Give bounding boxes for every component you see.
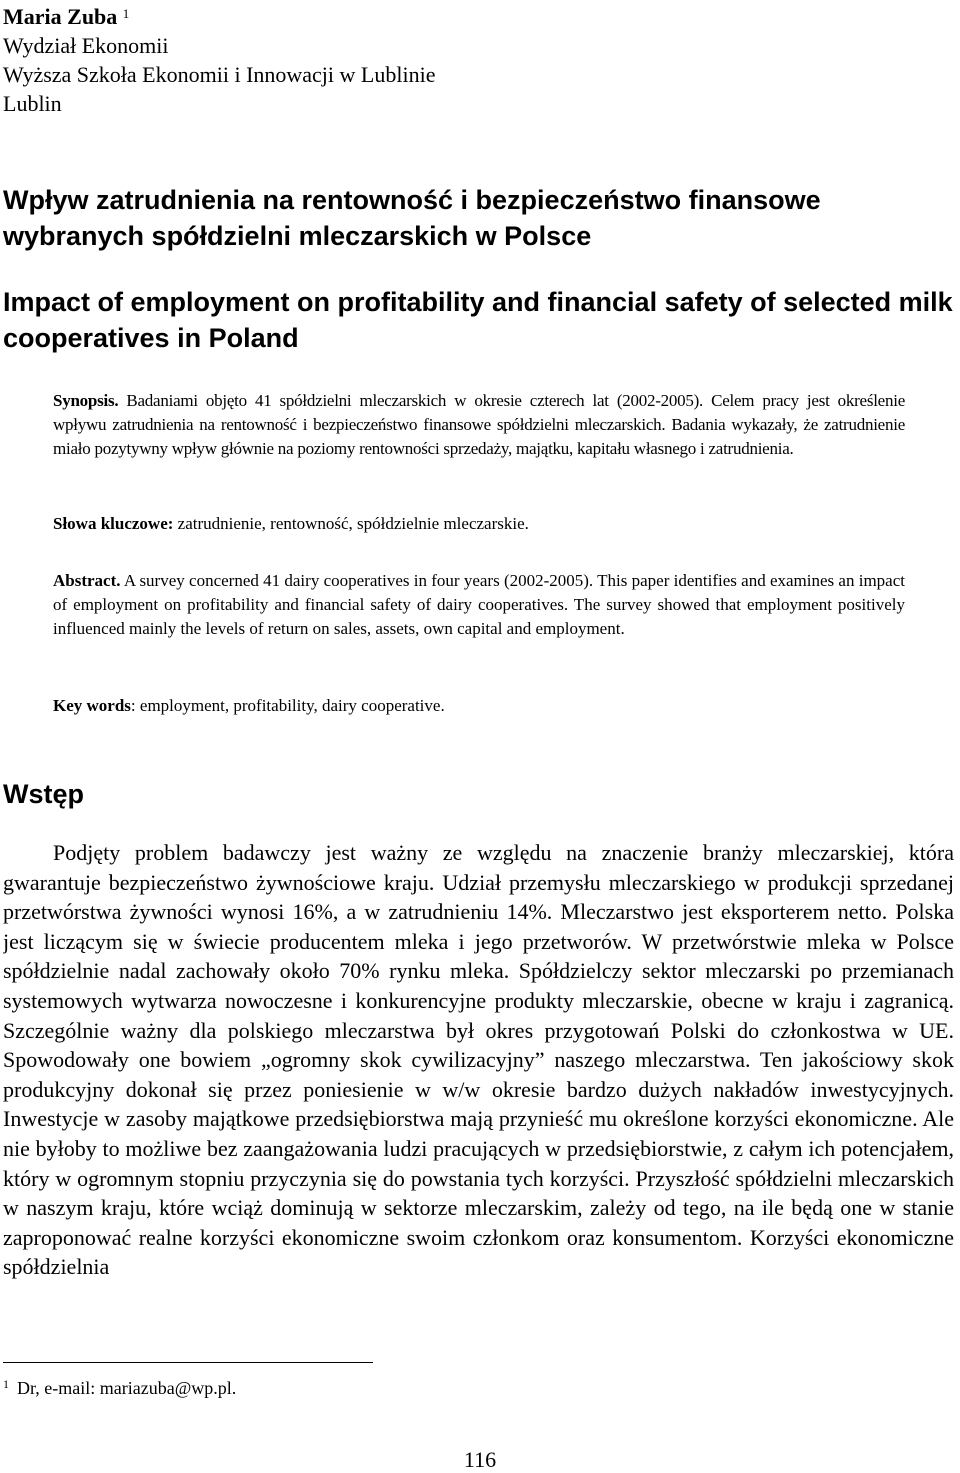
author-department: Wydział Ekonomii bbox=[3, 33, 169, 58]
author-name: Maria Zuba $^1$ bbox=[3, 4, 130, 29]
synopsis-label: Synopsis. bbox=[53, 391, 119, 410]
page-number: 116 bbox=[463, 1447, 497, 1472]
synopsis-text: Badaniami objęto 41 spółdzielni mleczarskich w okresie czterech lat (2002-2005). Celem pracy jest określenie wpływu zatrudnienia na rentowność i bezpieczeństwo finansowe spółdzielni mleczarskich. Badania wykazały, że zatrudnienie miało pozytywny wpływ głównie na poziomy rentowności sprzedaży, majątku, kapitału własnego i zatrudnienia. bbox=[53, 391, 905, 458]
keywords-english-text: : employment, profitability, dairy cooperative. bbox=[130, 696, 445, 715]
abstract-paragraph bbox=[53, 569, 905, 641]
keywords-polish bbox=[53, 512, 905, 536]
footnote-text: Dr, e-mail: mariazuba@wp.pl. bbox=[17, 1378, 237, 1398]
footnote-separator bbox=[3, 1362, 373, 1363]
keywords-english-label: Key words bbox=[53, 696, 131, 715]
synopsis-paragraph bbox=[53, 389, 905, 461]
keywords-english bbox=[53, 694, 905, 718]
footnote-mark: 1 bbox=[3, 1377, 9, 1391]
keywords-polish-label: Słowa kluczowe: bbox=[53, 514, 174, 533]
author-institution: Wyższa Szkoła Ekonomii i Innowacji w Lublinie bbox=[3, 62, 436, 87]
title-polish: Wpływ zatrudnienia na rentowność i bezpieczeństwo finansowe wybranych spółdzielni mleczarskich w Polsce bbox=[3, 185, 821, 251]
body-paragraph: Podjęty problem badawczy jest ważny ze względu na znaczenie branży mleczarskiej, która gwarantuje bezpieczeństwo żywnościowe kraju. Udział przemysłu mleczarskiego w produkcji sprzedanej przetwórstwa żywności wynosi 16%, a w zatrudnieniu 14%. Mleczarstwo jest eksporterem netto. Polska jest liczącym się w świecie producentem mleka i jego przetworów. W przetwórstwie mleka w Polsce spółdzielnie nadal zachowały około 70% rynku mleka. Spółdzielczy sektor mleczarski po przemianach systemowych wytwarza nowoczesne i konkurencyjne produkty mleczarskie, obecne w kraju i zagranicą. Szczególnie ważny dla polskiego mleczarstwa był okres przygotowań Polski do członkostwa w UE. Spowodowały one bowiem „ogromny skok cywilizacyjny” naszego mleczarstwa. Ten jakościowy skok produkcyjny dokonał się przez poniesienie w w/w okresie bardzo dużych nakładów inwestycyjnych. Inwestycje w zasoby majątkowe przedsiębiorstwa mają przynieść mu określone korzyści ekonomiczne. Ale nie byłoby to możliwe bez zaangażowania ludzi pracujących w przedsiębiorstwie, z całym ich potencjałem, który w ogromnym stopniu przyczynia się do powstania tych korzyści. Przyszłość spółdzielni mleczarskich w naszym kraju, które wciąż dominują w sektorze mleczarskim, zależy od tego, na ile będą one w stanie zaproponować realne korzyści ekonomiczne swoim członkom oraz konsumentom. Korzyści ekonomiczne spółdzielnia bbox=[3, 840, 954, 1280]
footnote bbox=[3, 1376, 236, 1400]
abstract-label: Abstract. bbox=[53, 571, 121, 590]
section-heading: Wstęp bbox=[3, 779, 84, 809]
author-footnote-mark: 1 bbox=[122, 6, 130, 21]
author-block bbox=[3, 2, 435, 118]
abstract-text: A survey concerned 41 dairy cooperatives in four years (2002-2005). This paper identifies and examines an impact of employment on profitability and financial safety of dairy cooperatives. The survey showed that employment positively influenced mainly the levels of return on sales, assets, own capital and employment. bbox=[53, 571, 905, 638]
author-city: Lublin bbox=[3, 91, 62, 116]
title-english: Impact of employment on profitability and financial safety of selected milk cooperatives in Poland bbox=[3, 287, 953, 353]
keywords-polish-text: zatrudnienie, rentowność, spółdzielnie mleczarskie. bbox=[173, 514, 529, 533]
